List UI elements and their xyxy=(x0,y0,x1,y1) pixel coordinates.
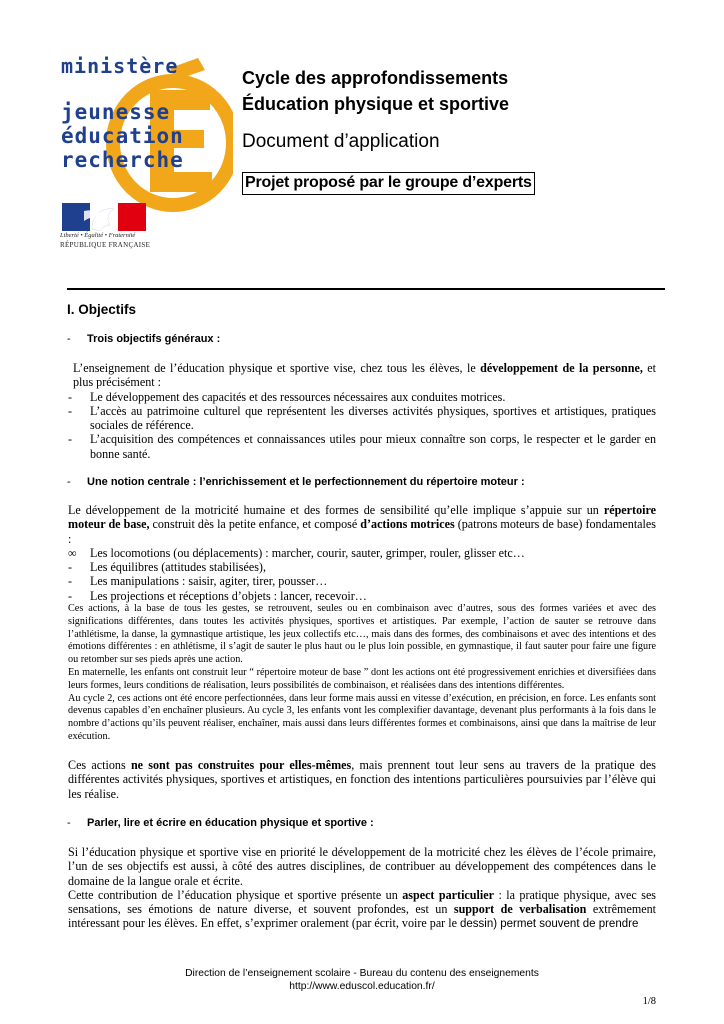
document-type: Document d’application xyxy=(242,131,440,152)
ministry-lines xyxy=(61,100,184,172)
small-paragraph: En maternelle, les enfants ont construit leur “ répertoire moteur de base ” dont les actions ont été progressivement enrichies et diversifiées dans leurs formes, leurs conditions de réalisation, leurs possibilités de combinaison, et réalisées dans des intentions différentes. xyxy=(68,666,656,691)
intro-bold: développement de la personne, xyxy=(480,361,643,375)
list-item xyxy=(68,546,656,560)
langage-text: Si l’éducation physique et sportive vise en priorité le développement de la motricité chez les élèves de l’école primaire, l’un de ses objectifs est aussi, à côté des autres disciplines, de contribuer au développement des compétences dans le domaine de la langue orale et écrite. xyxy=(68,845,656,888)
subheading-objectifs-generaux xyxy=(67,333,220,345)
actions-text xyxy=(68,758,656,801)
list-item-text: Les équilibres (attitudes stabilisées), xyxy=(90,560,266,575)
subheading-notion-centrale xyxy=(67,476,525,488)
p-text: extrêmement intéressant pour les élèves. En effet, s’exprimer oralement (par écrit, voire par le xyxy=(68,902,657,931)
intro-text-a: L’enseignement de l’éducation physique et sportive vise, chez tous les élèves, le xyxy=(73,361,481,375)
subheading-parler-lire-ecrire xyxy=(67,817,374,829)
bullet-mark: - xyxy=(68,588,73,603)
small-paragraph: Au cycle 2, ces actions ont été encore perfectionnées, dans leur forme mais aussi en vitesse d’exécution, en précision, en force. Les enfants sont devenus capables d’en enchaîner plusieurs. Au cycle 3, les enfants vont les complexifier davantage, devenant plus performants à la fois dans le nombre d’actions qu’ils peuvent réaliser, enchaîner, mais aussi dans leurs différentes formes et combinaisons, ainsi que dans la maîtrise de leur exécution. xyxy=(68,692,656,742)
ministry-line-recherche: recherche xyxy=(61,148,184,172)
page-number: 1/8 xyxy=(642,996,656,1007)
list-item-text: Les locomotions (ou déplacements) : marcher, courir, sauter, grimper, rouler, glisser etc… xyxy=(90,545,525,560)
p-text: , mais prennent tout leur sens au travers de la pratique des différentes activités physiques, sportives et artistiques, en fonction des intentions particulières poursuivies par l’élève qui les réalise. xyxy=(68,758,656,801)
bullet-mark: - xyxy=(68,389,73,404)
bullet-mark: - xyxy=(68,574,73,589)
p-text: : la pratique physique, avec ses sensations, ses émotions de nature diverse, et souvent profondes, est un xyxy=(68,887,657,917)
sub-dash: - xyxy=(67,817,71,829)
sub-label: Trois objectifs généraux : xyxy=(87,333,221,345)
actions-paragraph xyxy=(68,758,656,801)
list-item xyxy=(68,560,656,574)
p-text: Ces actions xyxy=(68,758,131,772)
header-divider xyxy=(67,288,665,290)
ministry-line-education: éducation xyxy=(61,124,184,148)
sub-dash: - xyxy=(67,333,71,345)
list-item xyxy=(68,390,656,404)
list-item-text: Les projections et réceptions d’objets : lancer, recevoir… xyxy=(90,588,367,603)
p-bold: ne sont pas construites pour elles-mêmes xyxy=(130,758,352,772)
repertoire-small-text xyxy=(68,603,656,744)
title-cycle: Cycle des approfondissements xyxy=(242,68,509,88)
list-item-text: Les manipulations : saisir, agiter, tirer, pousser… xyxy=(90,574,328,589)
bullet-mark: - xyxy=(68,560,73,575)
p-text-sans: dessin) permet souvent de prendre xyxy=(459,918,639,931)
p-bold: d’actions motrices xyxy=(360,517,455,532)
p-bold: répertoire moteur de base, xyxy=(68,503,656,532)
p-text: construit dès la petite enfance, et composé xyxy=(149,517,361,532)
list-item xyxy=(68,589,656,603)
langage-text-2 xyxy=(68,888,656,932)
republic-motto: Liberté • Égalité • Fraternité xyxy=(60,232,136,239)
p-text: Le développement de la motricité humaine et des formes de sensibilité qu’elle implique s’appuie sur un xyxy=(68,503,604,517)
sub-label: Une notion centrale : l’enrichissement et le perfectionnement du répertoire moteur : xyxy=(87,476,525,488)
p-bold: aspect particulier xyxy=(402,887,494,902)
p-text: Cette contribution de l’éducation physique et sportive présente un xyxy=(68,887,403,902)
experts-box: Projet proposé par le groupe d’experts xyxy=(242,172,535,195)
objectifs-intro xyxy=(68,361,656,390)
bullet-mark: - xyxy=(68,432,73,447)
p-bold: support de verbalisation xyxy=(453,902,587,917)
footer-direction: Direction de l’enseignement scolaire - Bureau du contenu des enseignements xyxy=(185,968,539,979)
section-heading-objectifs: I. Objectifs xyxy=(67,302,137,317)
objectifs-paragraph xyxy=(68,361,656,461)
republic-name: RÉPUBLIQUE FRANÇAISE xyxy=(60,241,151,249)
small-paragraph: Ces actions, à la base de tous les gestes, se retrouvent, seules ou en combinaison avec d’autres, sous des formes variées et avec des significations différentes, dans toutes les activités physiques, sportives et artistiques. Par exemple, l’action de sauter se retrouve dans l’athlétisme, la danse, la gymnastique artistique, les jeux collectifs etc…, mais dans des formes, des combinaisons et avec des intentions et des émotions différentes : en athlétisme, il s’agit de sauter le plus haut ou le plus loin possible, en gymnastique, il faut sauter pour faire une figure ou retomber sur ses pieds après une action. xyxy=(68,603,656,666)
list-item xyxy=(68,574,656,588)
langage-paragraph xyxy=(68,845,656,932)
ministry-line-jeunesse: jeunesse xyxy=(61,100,171,124)
list-item-text: Le développement des capacités et des ressources nécessaires aux conduites motrices. xyxy=(90,389,506,404)
repertoire-intro xyxy=(68,503,656,546)
title-subject: Éducation physique et sportive xyxy=(242,94,510,114)
footer-url-link[interactable]: http://www.eduscol.education.fr/ xyxy=(289,981,435,992)
ministry-word: ministère xyxy=(61,54,179,78)
list-item xyxy=(68,404,656,433)
bullet-mark: ∞ xyxy=(68,545,77,560)
list-item xyxy=(68,432,656,461)
sub-label: Parler, lire et écrire en éducation physique et sportive : xyxy=(87,817,374,829)
bullet-mark: - xyxy=(68,403,73,418)
intro-text-c: et plus précisément : xyxy=(73,361,656,390)
p-text: (patrons moteurs de base) fondamentales : xyxy=(68,517,656,546)
sub-dash: - xyxy=(67,476,71,488)
marianne-flag-icon xyxy=(62,203,146,231)
list-item-text: L’acquisition des compétences et connaissances utiles pour mieux connaître son corps, le respecter et le garder en bonne santé. xyxy=(90,432,656,461)
list-item-text: L’accès au patrimoine culturel que représentent les diverses activités physiques, sportives et artistiques, pratiques sociales de référence. xyxy=(90,403,656,433)
repertoire-paragraph xyxy=(68,503,656,603)
